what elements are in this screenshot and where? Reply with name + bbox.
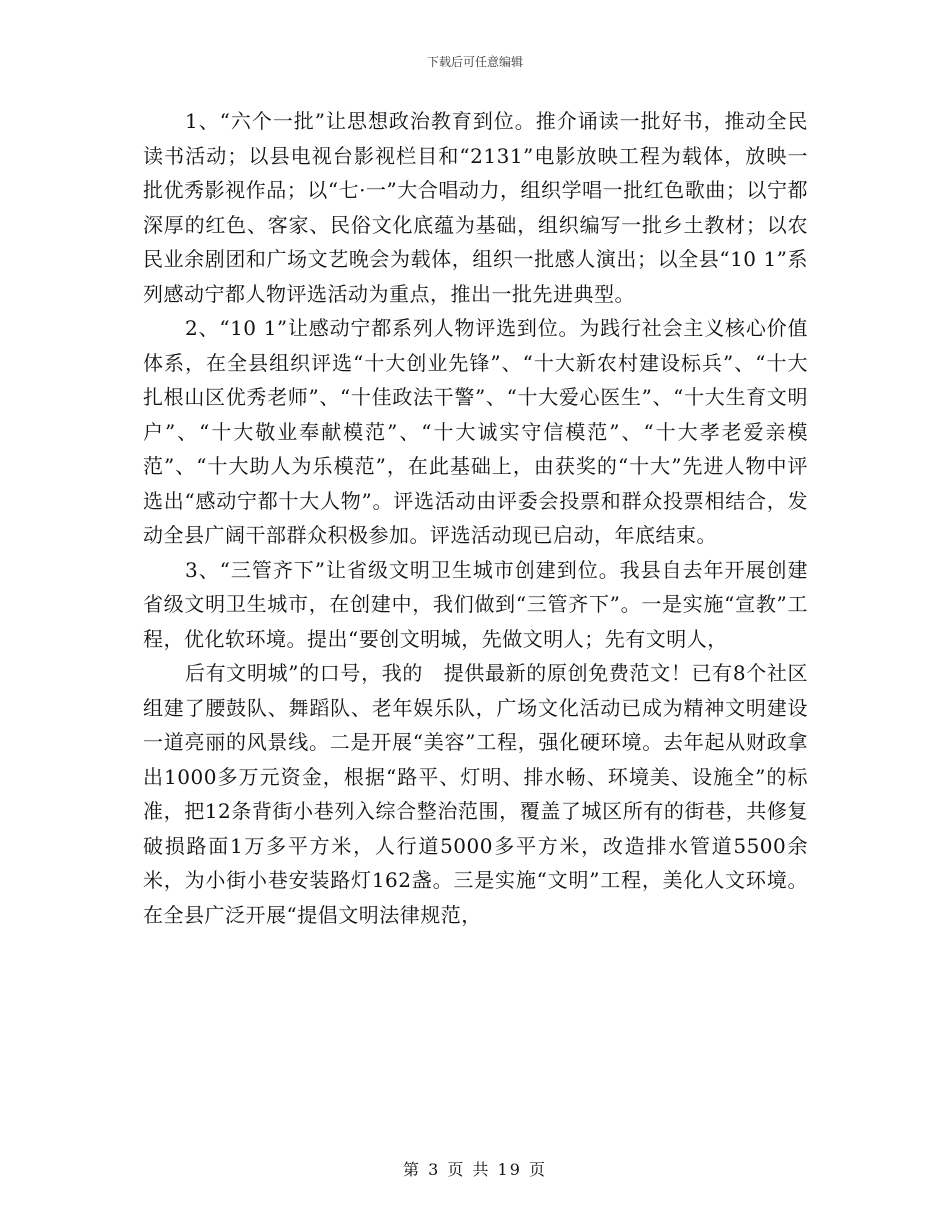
page-number: 第 3 页 共 19 页 bbox=[403, 1160, 547, 1179]
page-header: 下载后可任意编辑 bbox=[426, 55, 523, 69]
paragraph-2: 2、“10 1”让感动宁都系列人物评选到位。为践行社会主义核心价值体系，在全县组织评选“十大创业先锋”、“十大新农村建设标兵”、“十大扎根山区优秀老师”、“十佳政法干警”、“十大爱心医生”、“十大生育文明户”、“十大敬业奉献模范”、“十大诚实守信模范”、“十大孝老爱亲模范”、“十大助人为乐模范”，在此基础上，由获奖的“十大”先进人物中评选出“感动宁都十大人物”。评选活动由评委会投票和群众投票相结合，发动全县广阔干部群众积极参加。评选活动现已启动，年底结束。 bbox=[143, 316, 808, 547]
paragraph-1: 1、“六个一批”让思想政治教育到位。推介诵读一批好书，推动全民读书活动；以县电视台影视栏目和“2131”电影放映工程为载体，放映一批优秀影视作品；以“七·一”大合唱动力，组织学唱一批红色歌曲；以宁都深厚的红色、客家、民俗文化底蕴为基础，组织编写一批乡土教材；以农民业余剧团和广场文艺晚会为载体，组织一批感人演出；以全县“10 1”系列感动宁都人物评选活动为重点，推出一批先进典型。 bbox=[143, 109, 808, 306]
paragraph-4: 后有文明城”的口号，我的 提供最新的原创免费范文！已有8个社区组建了腰鼓队、舞蹈队、老年娱乐队，广场文化活动已成为精神文明建设一道亮丽的风景线。二是开展“美容”工程，强化硬环境。去年起从财政拿出1000多万元资金，根据“路平、灯明、排水畅、环境美、设施全”的标准，把12条背街小巷列入综合整治范围，覆盖了城区所有的街巷，共修复破损路面1万多平方米，人行道5000多平方米，改造排水管道5500余米，为小街小巷安装路灯162盏。三是实施“文明”工程，美化人文环境。在全县广泛开展“提倡文明法律规范， bbox=[143, 661, 808, 927]
paragraph-3: 3、“三管齐下”让省级文明卫生城市创建到位。我县自去年开展创建省级文明卫生城市，在创建中，我们做到“三管齐下”。一是实施“宣教”工程，优化软环境。提出“要创文明城，先做文明人；先有文明人， bbox=[143, 557, 808, 651]
document-body bbox=[143, 104, 808, 932]
